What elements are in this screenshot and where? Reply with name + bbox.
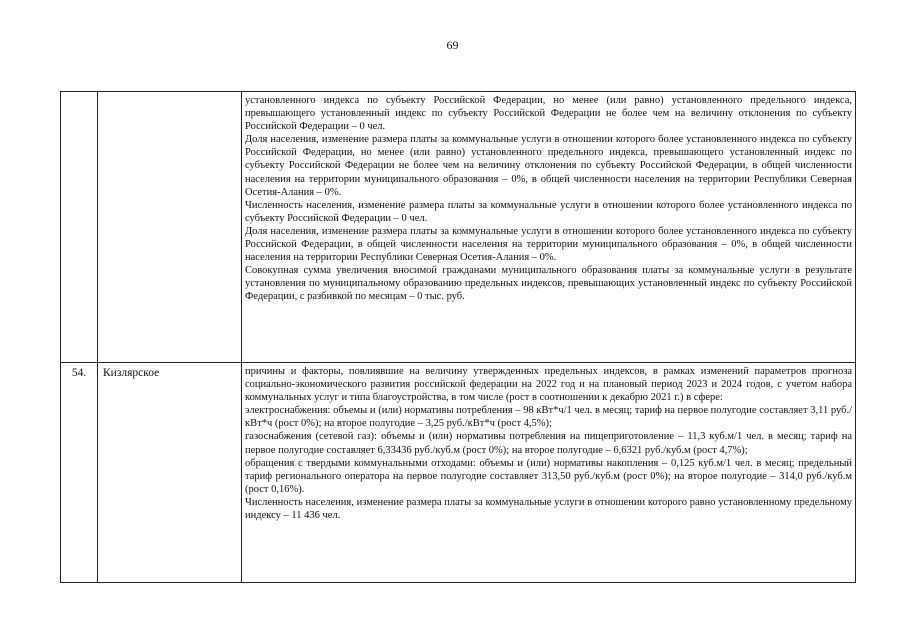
municipality-index-table (60, 91, 856, 583)
paragraph: Численность населения, изменение размера платы за коммунальные услуги в отношении которого равно установленному предельному индексу – 11 436 чел. (245, 496, 852, 522)
paragraph: газоснабжения (сетевой газ): объемы и (или) нормативы потребления на пищеприготовление – 11,3 куб.м/1 чел. в месяц; тариф на первое полугодие составляет 6,33436 руб./куб.м (рост 0%); на второе полугодие – 6,6321 руб./куб.м (рост 4,7%); (245, 431, 852, 456)
table-row (61, 92, 856, 363)
row-description (242, 363, 856, 583)
paragraph: установленного индекса по субъекту Российской Федерации, но менее (или равно) установленного предельного индекса, превышающего установленный индекс по субъекту Российской Федерации не более чем на величину отклонения по субъекту Российской Федерации – 0 чел. (245, 95, 852, 133)
paragraph: обращения с твердыми коммунальными отходами: объемы и (или) нормативы накопления – 0,125 куб.м/1 чел. в месяц; предельный тариф регионального оператора на первое полугодие составляет 313,50 руб./куб.м (рост 0%); на второе полугодие – 314,0 руб./куб.м (рост 0,16%). (245, 457, 852, 495)
row-description (242, 92, 856, 363)
paragraph: причины и факторы, повлиявшие на величину утвержденных предельных индексов, в рамках изменений параметров прогноза социально-экономического развития российской федерации на 2022 год и на плановый период 2023 и 2024 годов, с учетом набора коммунальных услуг и типа благоустройства, в том числе (рост в соотношении к декабрю 2021 г.) в сфере: (245, 366, 852, 404)
row-number (61, 92, 98, 363)
municipality-name: Кизлярское (98, 363, 242, 583)
row-number: 54. (61, 363, 98, 583)
paragraph: Доля населения, изменение размера платы за коммунальные услуги в отношении которого более установленного индекса по субъекту Российской Федерации, в общей численности населения на территории муниципального образования – 0%, в общей численности населения на территории Республики Северная Осетия-Алания – 0%. (245, 225, 852, 264)
paragraph: Совокупная сумма увеличения вносимой гражданами муниципального образования платы за коммунальные услуги в результате установления по муниципальному образованию предельных индексов, превышающих установленный индекс по субъекту Российской Федерации, с разбивкой по месяцам – 0 тыс. руб. (245, 265, 852, 303)
paragraph: Численность населения, изменение размера платы за коммунальные услуги в отношении которого более установленного индекса по субъекту Российской Федерации – 0 чел. (245, 199, 852, 224)
table-row (61, 363, 856, 583)
page-number: 69 (446, 38, 459, 52)
paragraph: электроснабжения: объемы и (или) нормативы потребления – 98 кВт*ч/1 чел. в месяц; тариф на первое полугодие составляет 3,11 руб./кВт*ч (рост 0%); на второе полугодие – 3,25 руб./кВт*ч (рост 4,5%); (245, 405, 852, 430)
municipality-name (98, 92, 242, 363)
paragraph: Доля населения, изменение размера платы за коммунальные услуги в отношении которого более установленного индекса по субъекту Российской Федерации, но менее (или равно) установленного предельного индекса, превышающего установленный индекс по субъекту Российской Федерации не более чем на величину отклонения по субъекту Российской Федерации, в общей численности населения на территории муниципального образования – 0%, в общей численности населения на территории Республики Северная Осетия-Алания – 0%. (245, 134, 852, 198)
